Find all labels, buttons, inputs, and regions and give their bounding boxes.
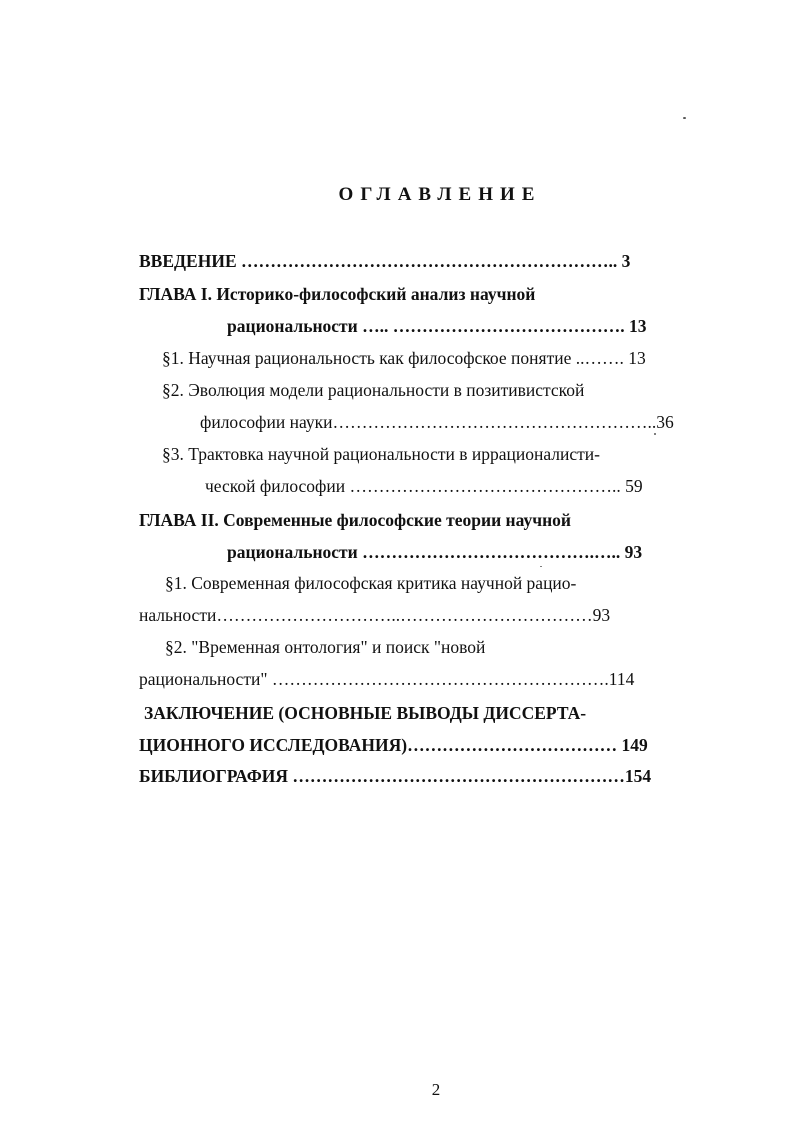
scan-speck xyxy=(683,117,686,119)
toc-entry-conclusion: ЗАКЛЮЧЕНИЕ (ОСНОВНЫЕ ВЫВОДЫ ДИССЕРТА- xyxy=(144,703,587,723)
page-number: 2 xyxy=(431,1080,441,1099)
toc-entry-ch2-sec2-cont: рациональности" ………………………………………………….114 xyxy=(139,669,635,689)
scan-speck xyxy=(654,433,656,435)
toc-entry-chapter-2-cont: рациональности ………………………………….….. 93 xyxy=(227,542,643,562)
toc-entry-ch1-sec2: §2. Эволюция модели рациональности в позитивистской xyxy=(162,380,585,400)
toc-entry-chapter-1-cont: рациональности ….. …………………………………. 13 xyxy=(227,316,647,336)
toc-entry-ch1-sec2-cont: философии науки………………………………………………..36 xyxy=(200,412,674,432)
toc-entry-ch1-sec3-cont: ческой философии ……………………………………….. 59 xyxy=(205,476,643,496)
toc-entry-ch2-sec2: §2. "Временная онтология" и поиск "новой xyxy=(165,637,486,657)
toc-entry-ch1-sec1: §1. Научная рациональность как философское понятие ..……. 13 xyxy=(162,348,646,368)
toc-entry-ch1-sec3: §3. Трактовка научной рациональности в иррационалисти- xyxy=(162,444,600,464)
scan-speck xyxy=(540,566,542,567)
toc-title: ОГЛАВЛЕНИЕ xyxy=(338,184,542,205)
toc-entry-conclusion-cont: ЦИОННОГО ИССЛЕДОВАНИЯ)……………………………… 149 xyxy=(139,735,648,755)
toc-entry-ch2-sec1: §1. Современная философская критика научной рацио- xyxy=(165,573,577,593)
toc-entry-chapter-1: ГЛАВА I. Историко-философский анализ научной xyxy=(139,284,536,304)
toc-entry-introduction: ВВЕДЕНИЕ ……………………………………………………….. 3 xyxy=(139,251,631,271)
toc-entry-chapter-2: ГЛАВА II. Современные философские теории научной xyxy=(139,510,572,530)
toc-entry-bibliography: БИБЛИОГРАФИЯ …………………………………………………154 xyxy=(139,766,652,786)
toc-entry-ch2-sec1-cont: нальности…………………………..……………………………93 xyxy=(139,605,611,625)
